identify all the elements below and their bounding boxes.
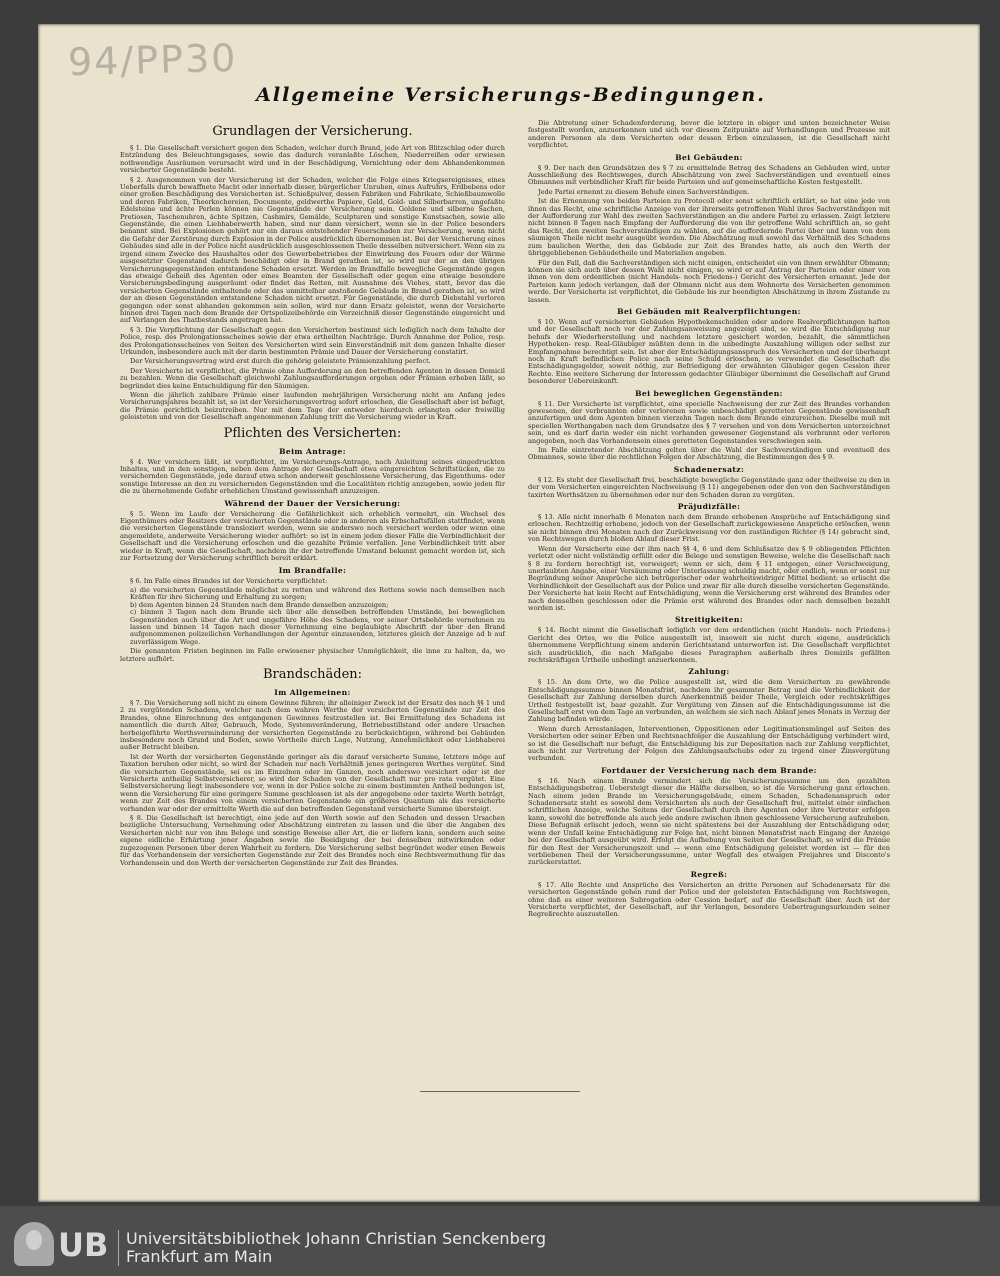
paragraph-9d: Für den Fall, daß die Sachverständigen sich nicht einigen, entscheidet ein von ihnen erwählter Obmann; können sie sich auch über dessen Wahl nicht einigen, so wird er auf Antrag der Parteien oder einer von ihnen von dem ordentlichen (nicht Handels- noch Friedens-) Gericht des Versicherten ernannt. Jede der Parteien kann jedoch verlangen, daß der Obmann nicht aus dem Wohnorte des Versicherten genommen werde. Der Versicherte ist verpflichtet, die Gebäude bis zur beendigten Abschätzung in ihrem Zustande zu lassen. — [528, 258, 890, 304]
paragraph-17: § 17. Alle Rechte und Ansprüche des Versicherten an dritte Personen auf Schadenersatz für die versicherten Gegenstände gehen rund der Police und der geleisteten Entschädigung von Rechtswegen, ohne daß es einer weiteren Subrogation oder Cession bedarf, auf die Gesellschaft über. Auch ist der Versicherte verpflichtet, der Gesellschaft, auf ihr Verlangen, besondere Uebertragungsurkunden seiner Regreßrechte auszustellen. — [528, 880, 890, 919]
paragraph-6b: Die genannten Fristen beginnen im Falle erwiesener physischer Unmöglichkeit, die inne zu halten, da, wo letztere aufhört. — [120, 647, 505, 663]
section-heading-brandschaeden: Brandschäden: — [262, 666, 363, 682]
subheading-zahlung: Zahlung: — [688, 667, 730, 677]
subheading-gebaeuden: Bei Gebäuden: — [675, 152, 743, 162]
paragraph-3c: Der Versicherte ist verpflichtet, die Prämie ohne Aufforderung an den betreffenden Agenten in dessen Domicil zu bezahlen. Wenn die Gesellschaft gleichwohl Zahlungsaufforderungen ergehen oder Prämien erheben läßt, so begründet dies keine Entschuldigung für den Säumigen. — [120, 366, 505, 390]
subheading-schadenersatz: Schadenersatz: — [673, 464, 745, 474]
subheading-realverpflichtungen: Bei Gebäuden mit Realverpflichtungen: — [617, 306, 801, 316]
paragraph-9c: Ist die Ernennung von beiden Parteien zu Protocoll oder sonst schriftlich erklärt, so hat eine jede von ihnen das Recht, eine schriftliche Anzeige von der ihrerseits getroffenen Wahl ihres Sachverständigen mit der Aufforderung zur Wahl des zweiten Sachverständigen an die andere Partei zu erlassen. Zeigt letztere nicht binnen 8 Tagen nach Empfang der Aufforderung die von ihr getroffene Wahl schriftlich an, so geht das Recht, den zweiten Sachverständigen zu wählen, auf die auffordernde Partei über und kann von dem säumigen Theile nicht mehr ausgeübt werden. Die Abschätzung muß sowohl das Verhältniß des Schadens zum baulichen Werthe, den das Gebäude zur Zeit des Brandes hatte, als auch den Werth der übriggebliebenen Gebäudetheile und Materialien angeben. — [528, 197, 890, 258]
institution-name — [126, 1230, 546, 1266]
paragraph-14: § 14. Recht nimmt die Gesellschaft lediglich vor dem ordentlichen (nicht Handels- noch Friedens-) Gericht des Ortes, wo die Police ausgestellt ist, insoweit sie nicht durch eigene, ausdrücklich übernommene Verpflichtung einem anderen Gerichtsstand unterworfen ist. Die Gesellschaft verpflichtet sich ausdrücklich, die nach Maßgabe dieses Paragraphen außerhalb ihres Domizils gefällten rechtskräftigen Urtheile unbedingt anzuerkennen. — [528, 626, 890, 664]
paragraph-11b: Im Falle eintretender Abschätzung gelten über die Wahl der Sachverständigen und eventuell des Obmannes, sowie über die rechtlichen Folgen der Abschätzung, die Bestimmungen des § 9. — [528, 446, 890, 462]
paragraph-6: § 6. Im Falle eines Brandes ist der Versicherte verpflichtet: — [130, 576, 328, 585]
list-item: a) die versicherten Gegenstände möglichst zu retten und während des Rettens sowie nach demselben nach Kräften für ihre Sicherung und Erhaltung zu sorgen; — [130, 585, 505, 602]
paragraph-12: § 12. Es steht der Gesellschaft frei, beschädigte bewegliche Gegenstände ganz oder theilweise zu den in der vom Versicherten eingereichten Nachweisung (§ 11) angegebenen oder den von den Sachverständigen taxirten Werthsätzen zu übernehmen oder nur den Schaden daran zu vergüten. — [528, 475, 890, 499]
paragraph-4: § 4. Wer versichern läßt, ist verpflichtet, im Versicherungs-Antrage, nach Anleitung seines eingedruckten Inhaltes, und in den sonstigen, neben dem Antrage der Gesellschaft etwa eingereichten Schriftstücken, die zu versichernden Gegenstände, jede darauf etwa schon anderweit geschlossene Versicherung, das Eigenthums- oder sonstige Interesse an den zu versichernden Gegenständen und die Localitäten richtig anzugeben, sowie jeden für die zu übernehmende Gefahr erheblichen Umstand gewissenhaft anzuzeigen. — [120, 457, 505, 496]
subheading-beweglichen: Bei beweglichen Gegenständen: — [635, 388, 783, 398]
paragraph-9b: Jede Partei ernennt zu diesem Behufe einen Sachverständigen. — [538, 187, 750, 196]
handwritten-reference: 94/PP30 — [67, 35, 238, 85]
paragraph-15b: Wenn durch Arrestanlagen, Interventionen, Oppositionen oder Legitimationsmängel auf Seiten des Versicherten oder seiner Erben und Rechtsnachfolger die Auszahlung der Entschädigung verhindert wird, so ist die Gesellschaft nur befugt, die Entschädigung bis zur Depositation nach zur Zahlung verpflichtet, auch nicht zur Vertretung der Folgen des Zahlungsaufschubs oder zu irgend einer Zinsvergütung verbunden. — [528, 724, 890, 763]
document-title: Allgemeine Versicherungs-Bedingungen. — [256, 84, 766, 106]
paragraph-3d: Wenn die jährlich zahlbare Prämie einer laufenden mehrjährigen Versicherung nicht am Anfang jedes Versicherungsjahres bezahlt ist, so ist der Versicherungsvertrag sofort erloschen, die Gesellschaft aber ist befugt, die Prämie gerichtlich beizutreiben. Nur mit dem Tage der entweder hierdurch erlangten oder freiwillig geleisteten und von der Gesellschaft angenommenen Zahlung tritt die Versicherung wieder in Kraft. — [120, 391, 505, 422]
subheading-fortdauer: Fortdauer der Versicherung nach dem Brande: — [601, 765, 817, 775]
closing-divider — [420, 1091, 580, 1092]
subheading-allgemeinen: Im Allgemeinen: — [274, 687, 351, 697]
portrait-icon — [26, 1230, 42, 1250]
paragraph-11: § 11. Der Versicherte ist verpflichtet, eine specielle Nachweisung der zur Zeit des Brandes vorhanden gewesenen, der verbrannten oder verlorenen sowie unbeschädigt geretteten Gegenstände gewissenhaft anzufertigen und dem Agenten binnen vierzehn Tagen nach dem Brande einzureichen. Dieselbe muß mit speciellen Werthangaben nach dem Grundsatze des § 7 versehen und von dem Versicherten unterzeichnet sein, und es darf darin weder ein nicht vorhanden gewesener Gegenstand als verbrannt oder verloren angegeben, noch das Vorhandensein eines geretteten Gegenstandes verschwiegen sein. — [528, 399, 890, 445]
subheading-antrag: Beim Antrage: — [279, 446, 346, 456]
paragraph-9: § 9. Der nach den Grundsätzen des § 7 zu ermittelnde Betrag des Schadens an Gebäuden wird, unter Ausschließung des Rechtsweges, durch Abschätzung von zwei Sachverständigen und eventuell eines Obmannes mit verbindlicher Kraft für beide Parteien und auf gemeinschaftliche Kosten festgestellt. — [528, 163, 890, 187]
footer-separator — [118, 1230, 119, 1266]
institution-line-1: Universitätsbibliothek Johann Christian Senckenberg — [126, 1229, 547, 1248]
paragraph-2: § 2. Ausgenommen von der Versicherung ist der Schaden, welcher die Folge eines Kriegsereignisses, eines Ueberfalls durch bewaffnete Macht oder innerhalb dieser, bürgerlicher Unruhen, eines Aufruhrs, Erdbebens oder einer großen Beschädigung des Versicherten ist. Schießpulver, dessen Fabriken und Fabrikate, Schießbaumwolle und deren Fabriken, Theerkochereien, Documente, geldwerthe Papiere, Geld, Gold- und Silberbarren, ungefaßte Edelsteine und ächte Perlen können nie Gegenstände der Versicherung sein. Goldene und silberne Sachen, Pretiosen, Taschenuhren, ächte Spitzen, Cashmirs, Gemälde, Sculpturen und sonstige Kunstsachen, sowie alle Gegenstände, die einen Liebhaberwerth haben, sind nur dann versichert, wenn sie in der Police besonders benannt sind. Bei Explosionen gehört nur ein daraus entstehender Feuerschaden zur Versicherung, wenn nicht die Gefahr der Zerstörung durch Explosion in der Police ausdrücklich übernommen ist. Bei der Versicherung eines Gebäudes sind alle in der Police nicht ausdrücklich ausgeschlossenen Theile desselben mitversichert. Wenn ein zu irgend einem Zwecke des Haushaltes oder des Gewerbebetriebes der Einwirkung des Feuers oder der Wärme ausgesetzter Gegenstand dadurch beschädigt oder in Brand gerathen ist, so wird nur der an den übrigen Versicherungsgegenständen entstandene Schaden ersetzt. Werden im Brandfalle bewegliche Gegenstände gegen das etwaige Geheiß des Agenten oder eines Beamten der Gesellschaft oder gegen eine etwaige besondere Versicherungsbedingung ausgeräumt oder findet das Retten, mit Ausnahme des Viehes, statt, bevor das die versicherten Gegenstände enthaltende oder das unmittelbar anstoßende Gebäude in Brand gerathen ist, so wird der an diesen Gegenständen entstandene Schaden nicht ersetzt. Für Gegenstände, die durch Diebstahl verloren gegangen oder sonst abhanden gekommen sein sollen, wird nur dann Ersatz geleistet, wenn der Versicherte binnen drei Tagen nach dem Brande der Ortspolizeibehörde ein Verzeichniß dieser Gegenstände eingereicht und auf Verlangen des Thatbestands angetragen hat. — [120, 175, 505, 325]
paragraph-7: § 7. Die Versicherung soll nicht zu einem Gewinne führen; ihr alleiniger Zweck ist der Ersatz des nach §§ 1 und 2 zu vergütenden Schadens, welcher nach dem wahren Werthe der versicherten Gegenstände zur Zeit des Brandes, ohne Einrechnung des entgangenen Gewinnes festzustellen ist. Bei Ermittelung des Schadens ist namentlich die durch Alter, Gebrauch, Mode, Systemveränderung, Betriebsstillstand oder andere Ursachen herbeigeführte Werthsverminderung der versicherten Gegenstände zu berücksichtigen, während bei Gebäuden insbesondere noch Grund und Boden, sowie Vortheile durch Lage, Nutzung, Annehmlichkeit oder Liebhaberei außer Betracht bleiben. — [120, 698, 505, 752]
list-item: c) binnen 3 Tagen nach dem Brande sich über alle denselben betreffenden Umstände, bei beweglichen Gegenständen auch über die Art und ungefähre Höhe des Schadens, vor seiner Ortsbehörde vernehmen zu lassen und binnen 14 Tagen nach dieser Vernehmung eine beglaubigte Abschrift der über den Brand aufgenommenen polizeilichen Verhandlungen der Agentur einzusenden, letzteres gleich der Anzeige ad b auf zuverlässigem Wege. — [130, 608, 505, 646]
right-column — [528, 120, 890, 921]
duty-list — [130, 587, 505, 646]
paragraph-8: § 8. Die Gesellschaft ist berechtigt, eine jede auf den Werth sowie auf den Schaden und dessen Ursachen bezügliche Untersuchung, Vernehmung oder Abschätzung eintreten zu lassen und die über die Angaben des Versicherten nicht nur von ihm Belege und sonstige Beweise aller Art, die er liefern kann, sondern auch seine eigene eidliche Erhärtung jener Angaben sowie die Beeidigung der bei denselben mitwirkenden oder zugezogenen Personen über deren Wahrheit zu fordern. Die Versicherung selbst begründet weder einen Beweis für das Vorhandensein der versicherten Gegenstände zur Zeit des Brandes noch eine Rechtsvermuthung für das Vorhandensein und den Werth der versicherten Gegenstände zur Zeit des Brandes. — [120, 814, 505, 867]
ub-logo-text: UB — [58, 1226, 109, 1264]
section-heading-pflichten: Pflichten des Versicherten: — [223, 425, 402, 441]
subheading-dauer: Während der Dauer der Versicherung: — [224, 498, 401, 508]
institution-line-2: Frankfurt am Main — [126, 1247, 273, 1266]
paragraph-3: § 3. Die Verpflichtung der Gesellschaft gegen den Versicherten bestimmt sich lediglich nach dem Inhalte der Police, resp. des Prolongationsscheines sowie der etwa ertheilten Nachträge. Durch Annahme der Police, resp. des Prolongationsscheines von Seiten des Versicherten wird sein Einverständniß mit dem ganzen Inhalte dieser Urkunden, insbesondere auch mit der darin bestimmten Prämie und Dauer der Versicherung constatirt. — [120, 325, 505, 356]
paragraph-13: § 13. Alle nicht innerhalb 6 Monaten nach dem Brande erhobenen Ansprüche auf Entschädigung sind erloschen. Rechtzeitig erhobene, jedoch von der Gesellschaft zurückgewiesene Ansprüche erlöschen, wenn sie nicht binnen drei Monaten nach der Zurückweisung vor den zuständigen Richter (§ 14) gebracht sind, von Rechtswegen durch bloßen Ablauf dieser Frist. — [528, 513, 890, 544]
paragraph-15: § 15. An dem Orte, wo die Police ausgestellt ist, wird die dem Versicherten zu gewährende Entschädigungssumme binnen Monatsfrist, nachdem ihr gesammter Betrag und die Verbindlichkeit der Gesellschaft zur Zahlung derselben durch Anerkenntniß beider Theile, Vergleich oder rechtskräftiges Urtheil festgestellt ist, baar gezahlt. Zur Vergütung von Zinsen auf die Entschädigungssumme ist die Gesellschaft erst von dem Tage an verbunden, an welchem sie sich nach Ablauf jenes Monats in Verzug der Zahlung befinden würde. — [528, 678, 890, 724]
paragraph-8b: Die Abtretung einer Schadenforderung, bevor die letztere in obiger und unten bezeichneter Weise festgestellt worden, anzuerkennen und sich vor diesem Zeitpunkte auf Verhandlungen und Prozesse mit anderen Personen als dem Versicherten oder dessen Erben einzulassen, ist die Gesellschaft nicht verpflichtet. — [528, 119, 890, 150]
paragraph-5: § 5. Wenn im Laufe der Versicherung die Gefährlichkeit sich erheblich vermehrt, ein Wechsel des Eigenthümers oder Besitzers der versicherten Gegenstände oder in anderen als Erbschaftsfällen stattfindet, wenn die versicherten Gegenstände transloziert werden, wenn sie anderswo noch versichert werden oder wenn eine angemeldete, anderweite Versicherung wieder aufhört: so ist in einem jeden dieser Fälle die Verbindlichkeit der Gesellschaft und die Versicherung erloschen und die gezahlte Prämie verfallen. Jene Verbindlichkeit tritt aber wieder in Kraft, wenn die Gesellschaft, nachdem ihr der betreffende Umstand bekannt gemacht worden ist, sich zur Fortsetzung der Versicherung schriftlich bereit erklärt. — [120, 509, 505, 563]
paragraph-13b: Wenn der Versicherte eine der ihm nach §§ 4, 6 und dem Schlußsatze des § 9 obliegenden Pflichten verletzt oder nicht vollständig erfüllt oder die Belege und sonstigen Beweise, welche die Gesellschaft nach § 8 zu fordern berechtigt ist, verweigert; wenn er sich, dem § 11 entgegen, einer Verschweigung, unerlaubten Angabe, einer Versäumung oder Unterlassung schuldig macht, oder endlich, wenn er sonst zur Begründung seiner Ansprüche sich betrügerischer oder wahrheitswidriger Mittel bedient: so erlischt die Verbindlichkeit der Gesellschaft aus der Police und zwar für alle durch dieselbe versicherten Gegenstände. Der Versicherte hat kein Recht auf Entschädigung, wenn die Versicherung erst während des Brandes oder nach demselben geschlossen oder die Prämie erst während des Brandes oder nach demselben bezahlt worden ist. — [528, 544, 890, 612]
paragraph-10: § 10. Wenn auf versicherten Gebäuden Hypothekenschulden oder andere Realverpflichtungen haften und der Gesellschaft noch vor der Zahlungsanweisung angezeigt sind, so wird die Entschädigung nur behufs der Wiederherstellung und nachdem letztere gesichert worden, bezahlt, die sämmtlichen Hypotheken- resp. Real-Gläubiger müßten denn in die unbedingte Auszahlung willigen oder selbst zur Empfangnahme berechtigt sein. Ist aber der Entschädigungsanspruch des Versicherten und der überhaupt noch in Kraft befindlichen Police nach seine Schuld erloschen, so verwendet die Gesellschaft die Entschädigungsgelder, soweit nöthig, zur Befriedigung der erwähnten Gläubiger gegen Cession ihrer Rechte. Eine weitere Sicherung der Interessen gedachter Gläubiger übernimmt die Gesellschaft auf Grund besonderer Uebereinkunft. — [528, 317, 890, 386]
paragraph-7b: Ist der Werth der versicherten Gegenstände geringer als die darauf versicherte Summe, letztere möge auf Taxation beruhen oder nicht, so wird der Schaden nur nach Verhältniß jenes geringeren Werthes vergütet. Sind die versicherten Gegenstände, sei es im Einzelnen oder im Ganzen, noch anderswo versichert oder ist der Versicherte antheilig Selbstversicherer, so wird der Schaden von der Gesellschaft nur pro rata vergütet. Eine Selbstversicherung liegt insbesondere vor, wenn in der Police solche zu einem bestimmten Antheil bedungen ist, wenn die Versicherung für eine geringere Summe geschlossen ist als der angegebene oder taxirte Werth beträgt, wenn zur Zeit des Brandes von einem versicherten Gegenstande ein größeres Quantum als das versicherte vorhanden war oder der ermittelte Werth die auf den betreffenden Gegenstand versicherte Summe übersteigt. — [120, 752, 505, 813]
section-heading-grundlagen: Grundlagen der Versicherung. — [212, 124, 413, 139]
subheading-praejudiz: Präjudizfälle: — [677, 502, 741, 512]
list-item: b) dem Agenten binnen 24 Stunden nach dem Brande denselben anzuzeigen; — [130, 600, 389, 609]
subheading-streitigkeiten: Streitigkeiten: — [674, 615, 744, 625]
subheading-regress: Regreß: — [690, 869, 728, 879]
paragraph-16: § 16. Nach einem Brande vermindert sich die Versicherungssumme um den gezahlten Entschädigungsbetrag. Uebersteigt dieser die Hälfte derselben, so ist die Versicherung ganz erloschen. Nach einem jeden Brande im Versicherungsgebäude, einem Schaden, Schadenanspruch oder Schadenersatz steht es sowohl dem Versicherten als auch der Gesellschaft frei, mittelst einer einfachen schriftlichen Anzeige, welche Seitens der Gesellschaft durch ihre Agenten oder ihre Vertreter erfolgen kann, sowohl die betreffende als auch jede andere zwischen ihnen geschlossene Versicherung aufzuheben. Diese Befugniß erlischt jedoch, wenn sie nicht spätestens bei der Auszahlung der Entschädigung oder, wenn der Unfall keine Entschädigung zur Folge hat, nicht binnen Monatsfrist nach Eingang der Anzeige bei der Gesellschaft ausgeübt wird. Erfolgt die Aufhebung von Seiten der Gesellschaft, so wird die Prämie für den Rest der Versicherungszeit und — wenn eine Entschädigung geleistet worden ist — für den verbliebenen Theil der Versicherungssumme, unter Wegfall des etwaigen Freijahres und Disconto's zurückerstattet. — [528, 776, 890, 867]
left-column — [120, 120, 505, 869]
paragraph-3b: Der Versicherungsvertrag wird erst durch die gehörig geleistete Prämienzahlung perfect. — [130, 357, 431, 366]
subheading-brandfalle: Im Brandfalle: — [278, 565, 347, 575]
paragraph-1: § 1. Die Gesellschaft versichert gegen den Schaden, welcher durch Brand, jede Art von Blitzschlag oder durch Entzündung des Beleuchtungsgases, sowie das dadurch veranlaßte Löschen, Niederreißen oder erwiesen nothwendige Ausräumen verursacht wird und in der Beschädigung, Vernichtung oder dem Abhandenkommen versicherter Gegenstände besteht. — [120, 144, 505, 175]
